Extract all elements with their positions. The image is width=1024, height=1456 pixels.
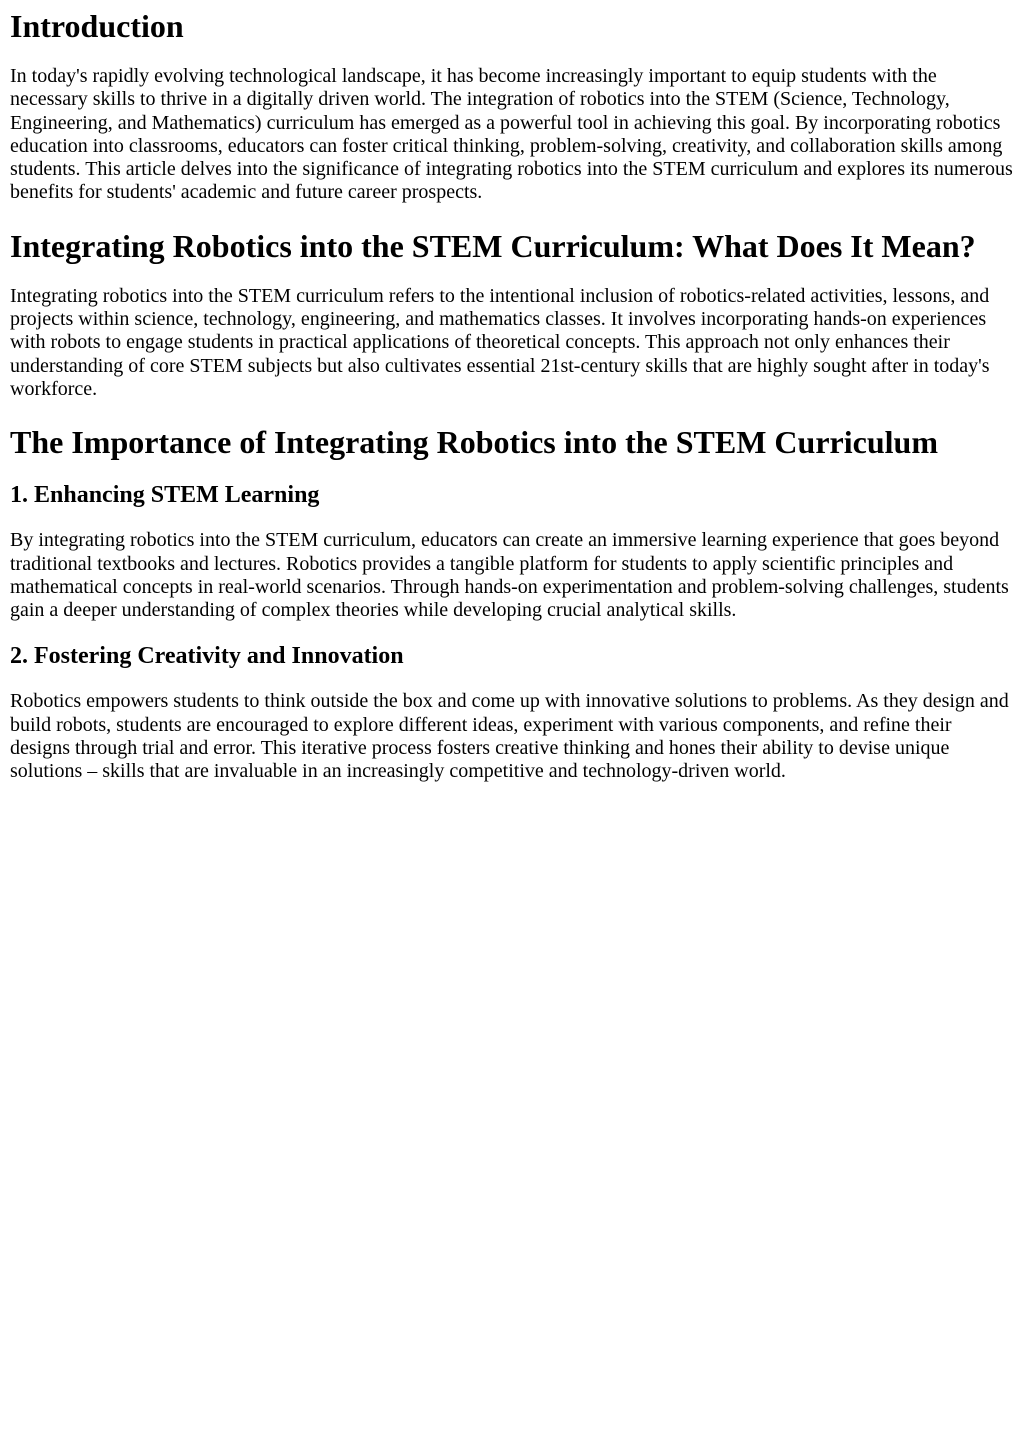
importance-heading: The Importance of Integrating Robotics into the STEM Curriculum: [10, 424, 938, 461]
fostering-creativity-paragraph: Robotics empowers students to think outside the box and come up with innovative solutions to problems. As they design and build robots, students are encouraged to explore different ideas, experiment with various components, and refine their designs through trial and error. This iterative process fosters creative thinking and hones their ability to devise unique solutions – skills that are invaluable in an increasingly competitive and technology-driven world.: [10, 690, 1009, 783]
meaning-paragraph: Integrating robotics into the STEM curriculum refers to the intentional inclusion of robotics-related activities, lessons, and projects within science, technology, engineering, and mathematics classes. It involves incorporating hands-on experiences with robots to engage students in practical applications of theoretical concepts. This approach not only enhances their understanding of core STEM subjects but also cultivates essential 21st-century skills that are highly sought after in today's workforce.: [10, 284, 990, 400]
enhancing-stem-learning-heading: 1. Enhancing STEM Learning: [10, 482, 320, 509]
fostering-creativity-heading: 2. Fostering Creativity and Innovation: [10, 643, 404, 670]
introduction-heading: Introduction: [10, 8, 184, 44]
introduction-paragraph: In today's rapidly evolving technological landscape, it has become increasingly important to equip students with the necessary skills to thrive in a digitally driven world. The integration of robotics into the STEM (Science, Technology, Engineering, and Mathematics) curriculum has emerged as a powerful tool in achieving this goal. By incorporating robotics education into classrooms, educators can foster critical thinking, problem-solving, creativity, and collaboration skills among students. This article delves into the significance of integrating robotics into the STEM curriculum and explores its numerous benefits for students' academic and future career prospects.: [10, 65, 1013, 204]
article: [0, 8, 1024, 784]
enhancing-stem-learning-paragraph: By integrating robotics into the STEM curriculum, educators can create an immersive learning experience that goes beyond traditional textbooks and lectures. Robotics provides a tangible platform for students to apply scientific principles and mathematical concepts in real-world scenarios. Through hands-on experimentation and problem-solving challenges, students gain a deeper understanding of complex theories while developing crucial analytical skills.: [10, 529, 1009, 622]
meaning-heading: Integrating Robotics into the STEM Curriculum: What Does It Mean?: [10, 227, 976, 264]
